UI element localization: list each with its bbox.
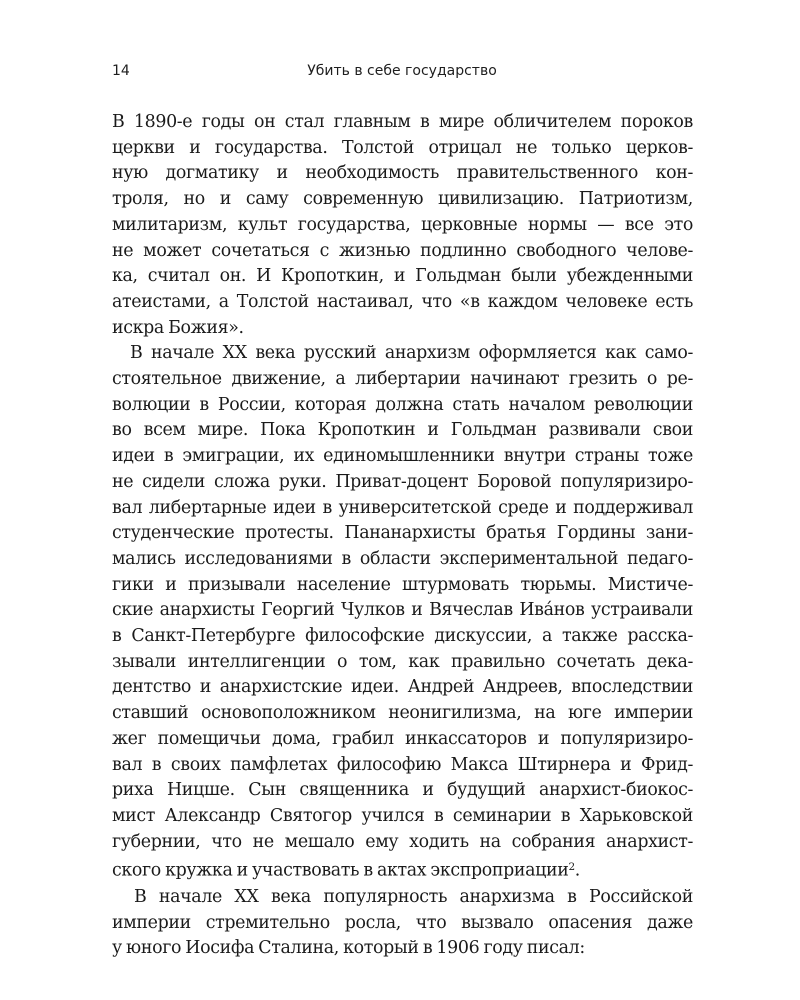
line-text: милитаризм, культ государства, церковные нормы — все это <box>112 214 693 235</box>
line-text: ского кружка и участвовать в актах экспроприации <box>112 861 569 882</box>
body-text <box>112 110 693 962</box>
text-line <box>112 650 693 676</box>
page-number: 14 <box>112 63 130 79</box>
line-text: троля, но и саму современную цивилизацию. Патриотизм, <box>112 189 693 210</box>
line-text: мались исследованиями в области экспериментальной педаго- <box>112 548 693 569</box>
line-text: ную догматику и необходимость правительственного кон- <box>112 163 693 184</box>
text-line <box>112 727 693 753</box>
text-line <box>112 239 693 265</box>
text-line <box>112 624 693 650</box>
line-text: ка, считал он. И Кропоткин, и Гольдман были убежденными <box>112 266 693 287</box>
text-line <box>112 911 693 937</box>
line-text: вал либертарные идеи в университетской среде и поддерживал <box>112 497 693 518</box>
line-text: не сидели сложа руки. Приват-доцент Боровой популяризиро- <box>112 471 693 492</box>
text-line <box>112 573 693 599</box>
text-line <box>112 701 693 727</box>
line-text: мист Александр Святогор учился в семинарии в Харьковской <box>112 805 693 826</box>
line-text: студенческие протесты. Пананархисты братья Гордины зани- <box>112 523 693 544</box>
line-text: дентство и анархистские идеи. Андрей Андреев, впоследствии <box>112 677 693 698</box>
text-line <box>112 444 693 470</box>
text-line <box>112 264 693 290</box>
line-text: В начале XX века русский анархизм оформляется как само- <box>130 343 693 364</box>
paragraph <box>112 341 693 885</box>
text-line <box>112 778 693 804</box>
text-line <box>112 855 693 884</box>
text-line <box>112 136 693 162</box>
text-line <box>112 521 693 547</box>
text-line <box>112 393 693 419</box>
line-text: во всем мире. Пока Кропоткин и Гольдман развивали свои <box>112 420 693 441</box>
text-line <box>112 161 693 187</box>
text-line <box>112 547 693 573</box>
text-line <box>112 418 693 444</box>
line-text: В начале XX века популярность анархизма в Российской <box>134 886 693 907</box>
line-text: риха Ницше. Сын священника и будущий анархист-биокос- <box>112 780 693 801</box>
footnote-reference[interactable]: 2 <box>568 861 575 874</box>
paragraph <box>112 110 693 341</box>
text-line <box>112 213 693 239</box>
text-line <box>112 470 693 496</box>
line-text: ставший основоположником неонигилизма, на юге империи <box>112 703 693 724</box>
line-text: не может сочетаться с жизнью подлинно свободного челове- <box>112 240 693 261</box>
running-title: Убить в себе государство <box>307 63 497 79</box>
line-text: зывали интеллигенции о том, как правильно сочетать дека- <box>112 651 693 672</box>
line-text: искра Божия». <box>112 317 244 338</box>
line-suffix: . <box>574 861 580 882</box>
line-text: жег помещичьи дома, грабил инкассаторов и популяризиро- <box>112 728 693 749</box>
line-text: империи стремительно росла, что вызвало опасения даже <box>112 912 693 933</box>
line-text: церкви и государства. Толстой отрицал не только церков- <box>112 137 693 158</box>
line-text: волюции в России, которая должна стать началом революции <box>112 394 693 415</box>
text-line <box>112 290 693 316</box>
line-text: В 1890-е годы он стал главным в мире обличителем пороков <box>112 112 693 132</box>
text-line <box>112 598 693 624</box>
line-text: губернии, что не мешало ему ходить на собрания анархист- <box>112 831 693 852</box>
text-line <box>112 804 693 830</box>
line-text: идеи в эмиграции, их единомышленники внутри страны тоже <box>112 446 693 467</box>
text-line <box>112 885 693 911</box>
line-text: гики и призывали население штурмовать тюрьмы. Мистиче- <box>112 574 693 595</box>
text-line <box>112 367 693 393</box>
line-text: вал в своих памфлетах философию Макса Штирнера и Фрид- <box>112 754 693 775</box>
text-line <box>112 753 693 779</box>
line-text: у юного Иосифа Сталина, который в 1906 году писал: <box>112 938 585 959</box>
text-line <box>112 936 693 962</box>
text-line <box>112 341 693 367</box>
text-line <box>112 675 693 701</box>
text-line <box>112 110 693 136</box>
running-head <box>112 63 692 87</box>
text-line <box>112 830 693 856</box>
text-line <box>112 187 693 213</box>
line-text: стоятельное движение, а либертарии начинают грезить о ре- <box>112 369 693 390</box>
line-text: ские анархисты Георгий Чулков и Вячеслав Ива́нов устраивали <box>112 600 693 621</box>
line-text: в Санкт-Петербурге философские дискуссии, а также расска- <box>112 626 693 647</box>
text-line <box>112 496 693 522</box>
text-line <box>112 316 693 342</box>
paragraph <box>112 885 693 962</box>
line-text: атеистами, а Толстой настаивал, что «в каждом человеке есть <box>112 291 693 312</box>
